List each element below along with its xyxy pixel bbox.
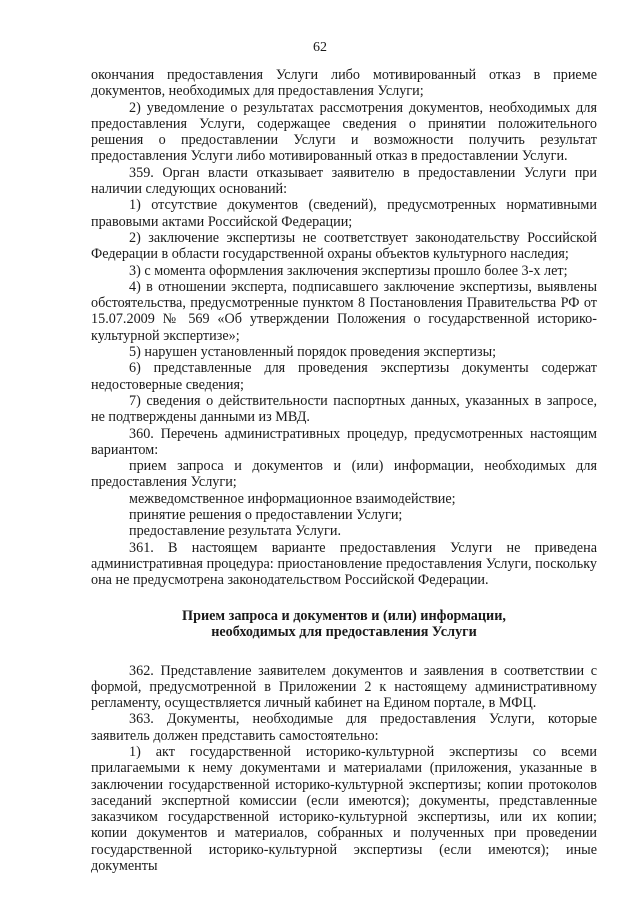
paragraph: 359. Орган власти отказывает заявителю в предоставлении Услуги при наличии следующих оснований: — [91, 164, 597, 198]
paragraph: принятие решения о предоставлении Услуги; — [129, 507, 403, 524]
paragraph: 363. Документы, необходимые для предоставления Услуги, которые заявитель должен представить самостоятельно: — [91, 711, 597, 744]
paragraphs-after — [91, 663, 597, 875]
section-heading — [91, 608, 597, 641]
paragraph: окончания предоставления Услуги либо мотивированный отказ в приеме документов, необходимых для предоставления Услуги; — [91, 67, 597, 100]
document-body — [91, 67, 597, 874]
section-heading-line-1: Прием запроса и документов и (или) информации, — [182, 607, 506, 624]
paragraph: 360. Перечень административных процедур, предусмотренных настоящим вариантом: — [91, 425, 597, 458]
section-heading-line-2: необходимых для предоставления Услуги — [211, 624, 477, 640]
paragraph: прием запроса и документов и (или) информации, необходимых для предоставления Услуги; — [91, 458, 597, 491]
paragraph: 361. В настоящем варианте предоставления Услуги не приведена административная процедура: приостановление предоставления Услуги, поскольку она не предусмотрена законодательством Российской Федерации. — [91, 539, 597, 589]
page-number: 62 — [313, 40, 327, 55]
paragraph: межведомственное информационное взаимодействие; — [129, 490, 456, 507]
paragraph: 7) сведения о действительности паспортных данных, указанных в запросе, не подтверждены данными из МВД. — [91, 392, 597, 426]
paragraph: предоставление результата Услуги. — [129, 523, 341, 540]
paragraphs-before — [91, 67, 597, 589]
paragraph: 362. Представление заявителем документов и заявления в соответствии с формой, предусмотренной в Приложении 2 к настоящему административному регламенту, осуществляется личный кабинет на Едином портале, в МФЦ. — [91, 662, 597, 712]
paragraph: 5) нарушен установленный порядок проведения экспертизы; — [129, 344, 497, 361]
paragraph: 6) представленные для проведения экспертизы документы содержат недостоверные сведения; — [91, 360, 597, 393]
paragraph: 3) с момента оформления заключения экспертизы прошло более 3-х лет; — [129, 262, 568, 279]
paragraph: 2) заключение экспертизы не соответствует законодательству Российской Федерации в области государственной охраны объектов культурного наследия; — [91, 229, 597, 263]
paragraph: 4) в отношении эксперта, подписавшего заключение экспертизы, выявлены обстоятельства, предусмотренные пунктом 8 Постановления Правительства РФ от 15.07.2009 № 569 «Об утверждении Положения о государственной историко-культурной экспертизе»; — [91, 278, 597, 344]
paragraph: 2) уведомление о результатах рассмотрения документов, необходимых для предоставления Услуги, содержащее сведения о принятии положительного решения о предоставлении Услуги и возможности получить результат предоставления Услуги либо мотивированный отказ в предоставлении Услуги. — [91, 99, 597, 165]
paragraph: 1) отсутствие документов (сведений), предусмотренных нормативными правовыми актами Российской Федерации; — [91, 197, 597, 230]
paragraph: 1) акт государственной историко-культурной экспертизы со всеми прилагаемыми к нему документами и материалами (приложения, указанные в заключении государственной историко-культурной экспертизы; копии протоколов заседаний экспертной комиссии (если имеются); документы, представленные заказчиком государственной историко-культурной экспертизы, или их копии; копии документов и материалов, собранных и полученных при проведении государственной историко-культурной экспертизы (если имеются); иные документы — [91, 743, 597, 875]
